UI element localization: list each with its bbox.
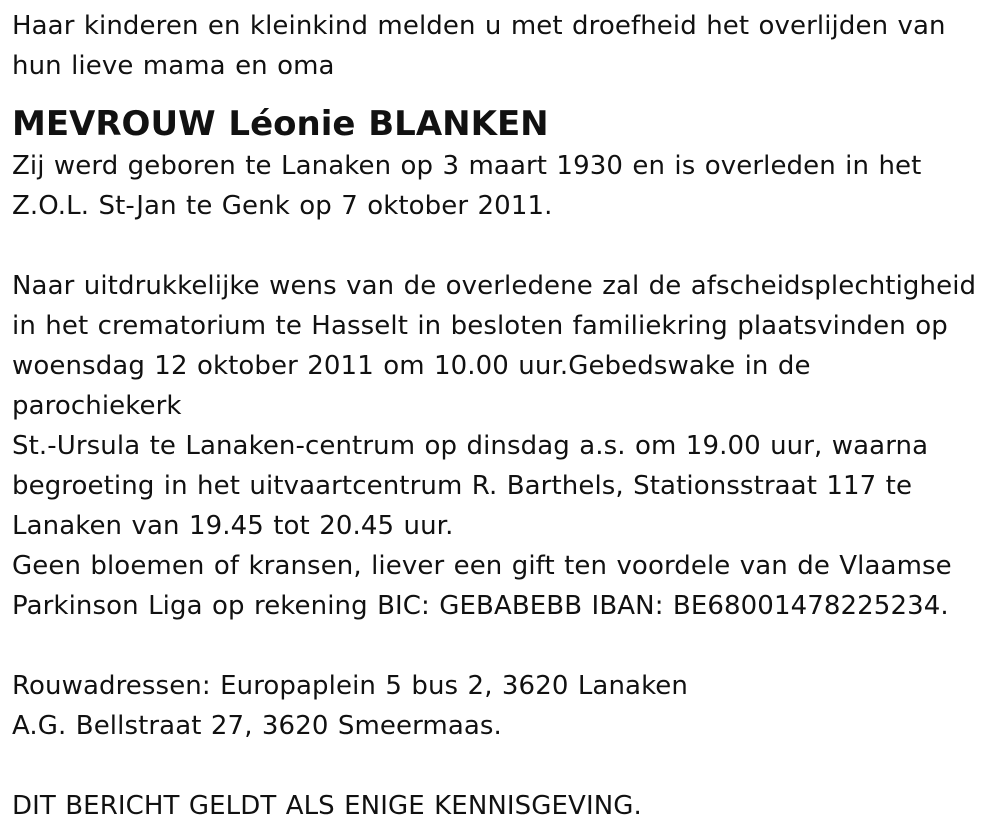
address-line-2: A.G. Bellstraat 27, 3620 Smeermaas. bbox=[12, 711, 502, 741]
address-line-1: Rouwadressen: Europaplein 5 bus 2, 3620 Lanaken bbox=[12, 671, 688, 701]
ceremony-text: Naar uitdrukkelijke wens van de overledene zal de afscheidsplechtigheid in het crematorium te Hasselt in besloten familiekring plaatsvinden op woensdag 12 oktober 2011 om 10.00 uur.Gebedswake in de parochiekerk St.-Ursula te Lanaken-centrum op dinsdag a.s. om 19.00 uur, waarna begroeting in het uitvaartcentrum R. Barthels, Stationsstraat 117 te Lanaken van 19.45 tot 20.45 uur. bbox=[12, 271, 977, 541]
deceased-name: MEVROUW Léonie BLANKEN bbox=[12, 104, 549, 144]
birth-death-text: Zij werd geboren te Lanaken op 3 maart 1930 en is overleden in het Z.O.L. St-Jan te Genk op 7 oktober 2011. bbox=[12, 151, 922, 221]
flowers-text: Geen bloemen of kransen, liever een gift ten voordele van de Vlaamse Parkinson Liga op rekening BIC: GEBABEBB IBAN: BE68001478225234. bbox=[12, 551, 952, 621]
intro-text: Haar kinderen en kleinkind melden u met droefheid het overlijden van hun lieve mama en oma bbox=[12, 11, 946, 81]
closing-text: DIT BERICHT GELDT ALS ENIGE KENNISGEVING. bbox=[12, 791, 642, 821]
